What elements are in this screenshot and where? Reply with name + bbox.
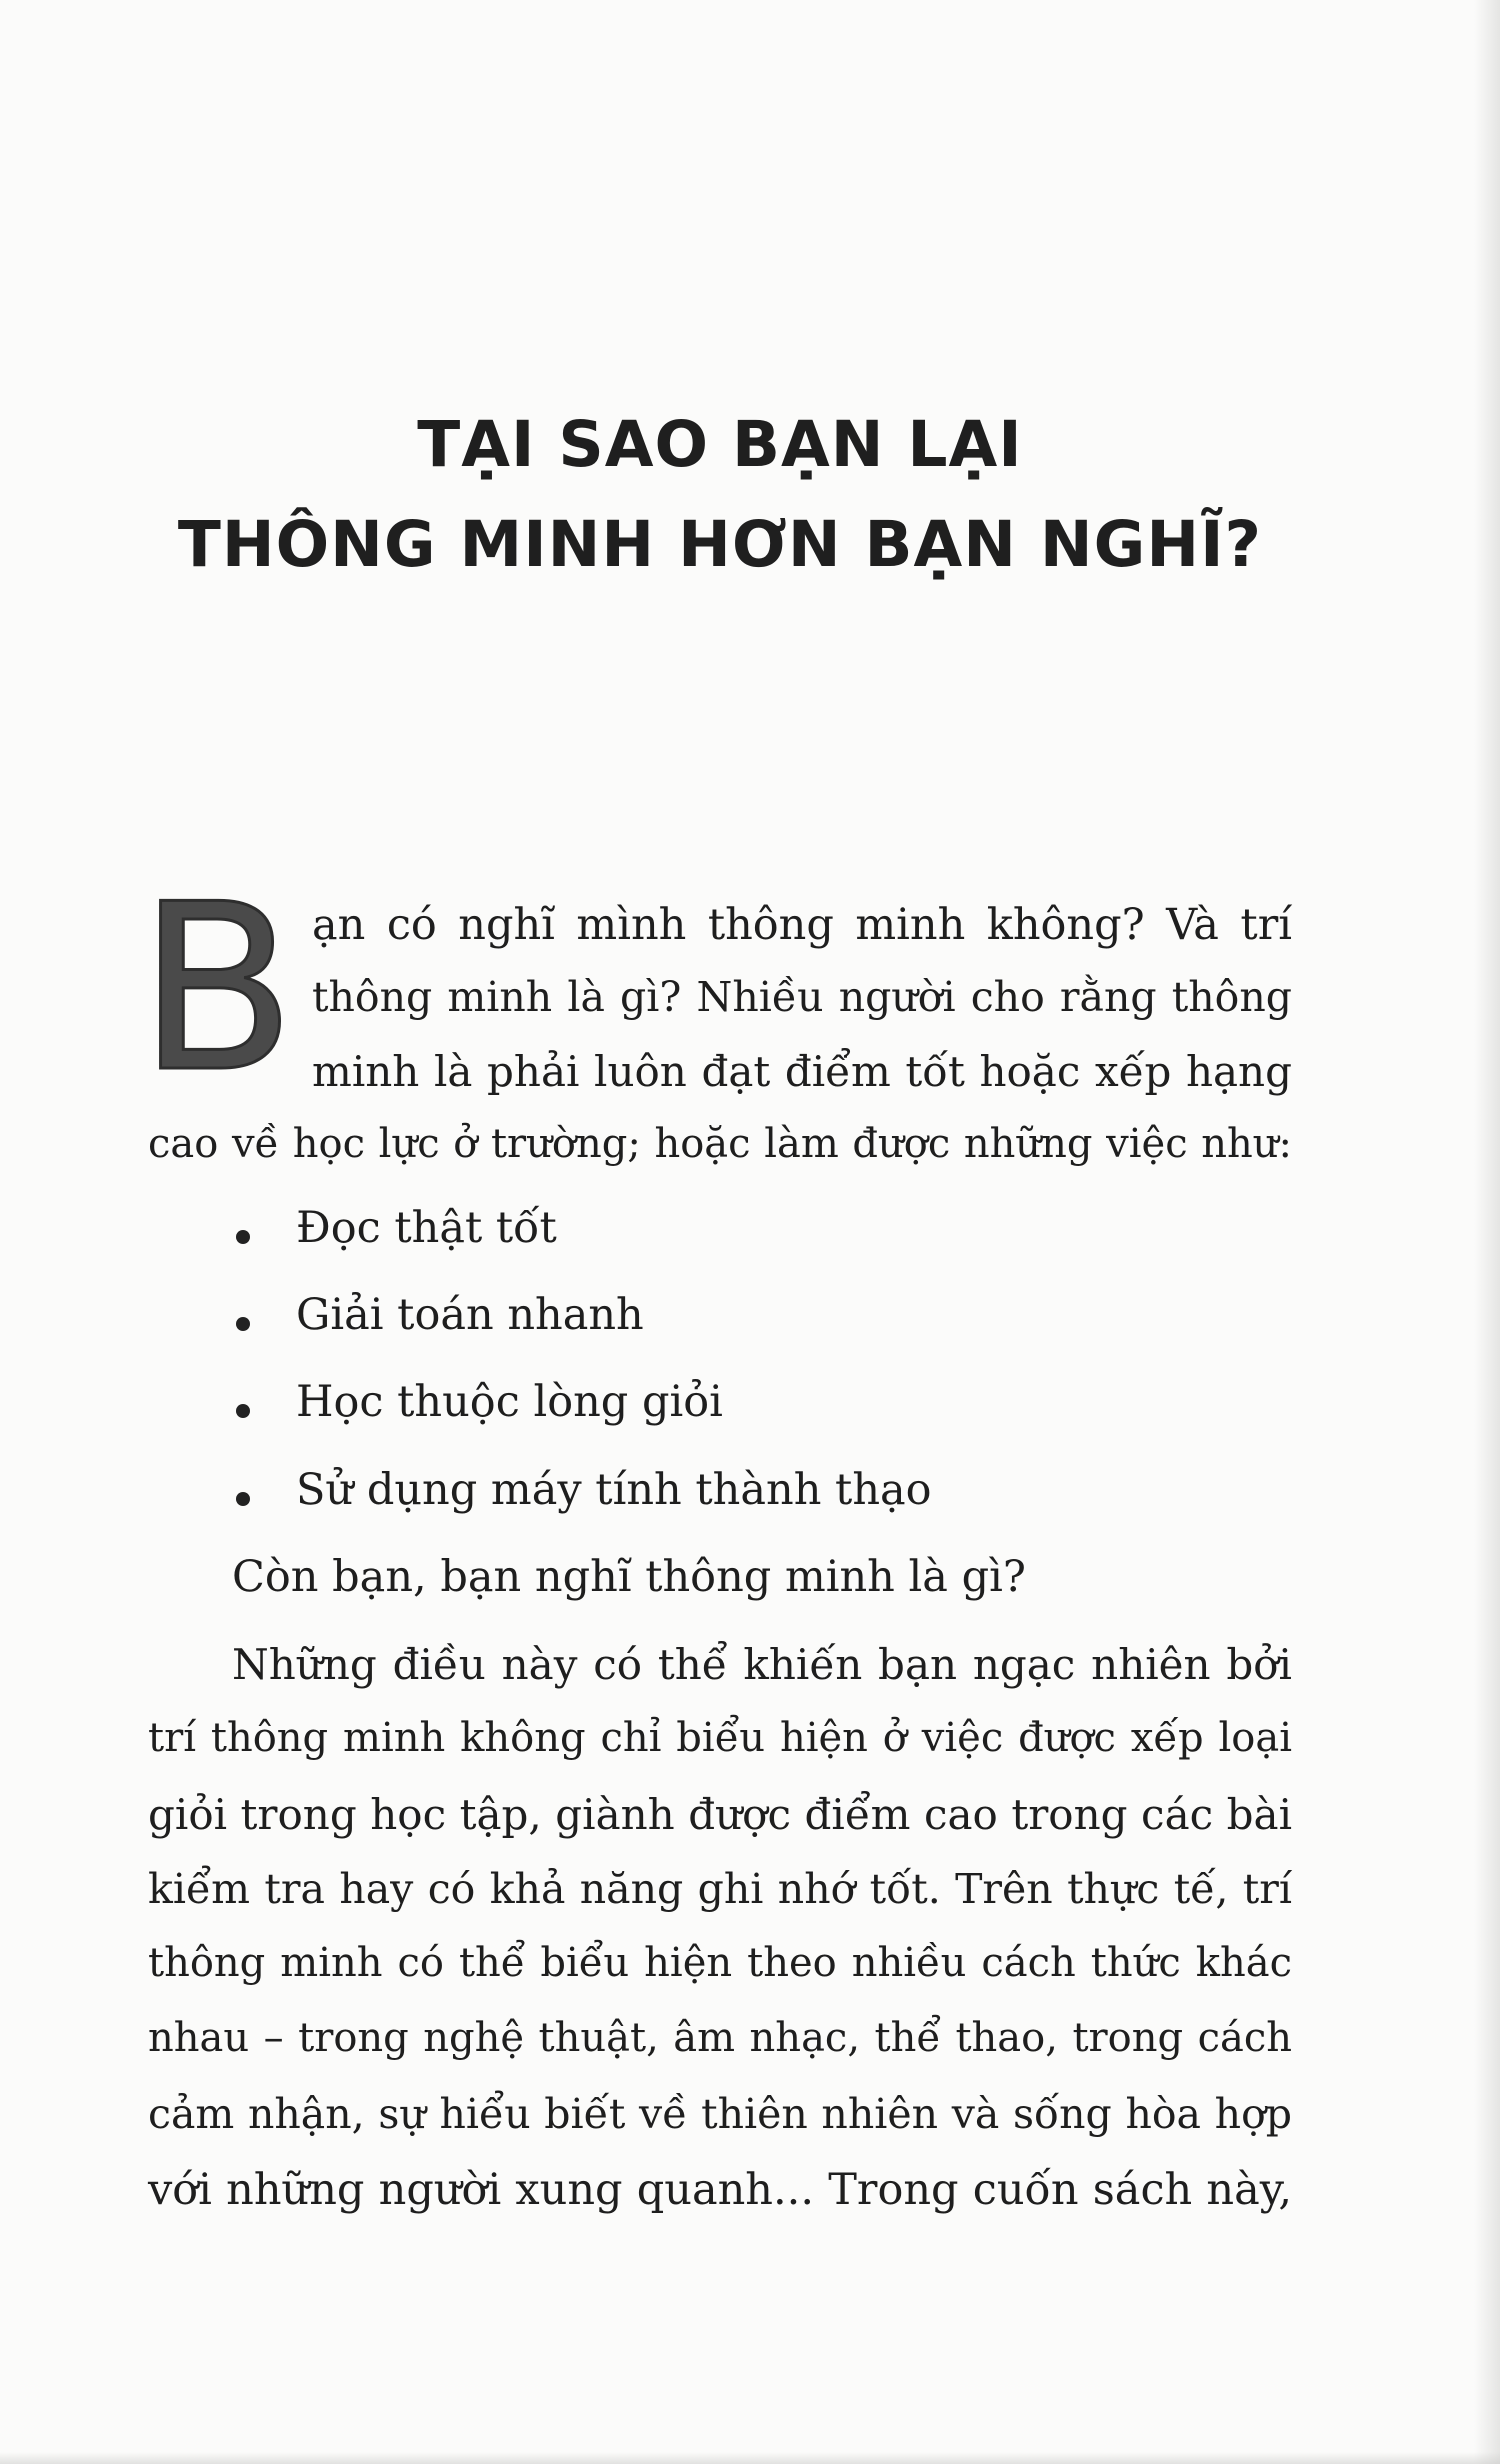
bullet-text: Học thuộc lòng giỏi [296,1377,723,1427]
chapter-title-line-2: THÔNG MINH HƠN BẠN NGHĨ? [177,508,1263,581]
paragraph-line: với những người xung quanh... Trong cuốn sách này, [148,2165,1292,2215]
paragraph-line: thông minh có thể biểu hiện theo nhiều cách thức khác [148,1940,1292,1986]
bullet-text: Giải toán nhanh [296,1290,644,1340]
page-edge-shadow [1474,0,1500,2464]
bullet-text: Sử dụng máy tính thành thạo [296,1465,932,1515]
intro-line: thông minh là gì? Nhiều người cho rằng thông [312,973,1292,1021]
paragraph-line: trí thông minh không chỉ biểu hiện ở việc được xếp loại [148,1715,1292,1761]
question-line: Còn bạn, bạn nghĩ thông minh là gì? [232,1552,1026,1602]
bullet-dot-icon [236,1317,250,1331]
bullet-dot-icon [236,1492,250,1506]
intro-line: cao về học lực ở trường; hoặc làm được những việc như: [148,1121,1292,1167]
paragraph-line: kiểm tra hay có khả năng ghi nhớ tốt. Trên thực tế, trí [148,1865,1292,1913]
chapter-title-line-1: TẠI SAO BẠN LẠI [417,408,1023,481]
intro-line: ạn có nghĩ mình thông minh không? Và trí [312,900,1292,950]
bullet-dot-icon [236,1404,250,1418]
paragraph-line: Những điều này có thể khiến bạn ngạc nhiên bởi [232,1640,1292,1689]
bullet-dot-icon [236,1230,250,1244]
page-bottom-shade [0,2452,1500,2464]
paragraph-line: giỏi trong học tập, giành được điểm cao trong các bài [148,1790,1292,1839]
bullet-text: Đọc thật tốt [296,1203,557,1253]
paragraph-line: nhau – trong nghệ thuật, âm nhạc, thể thao, trong cách [148,2015,1292,2061]
paragraph-line: cảm nhận, sự hiểu biết về thiên nhiên và sống hòa hợp [148,2090,1292,2138]
drop-cap: B [138,856,296,1123]
intro-line: minh là phải luôn đạt điểm tốt hoặc xếp hạng [312,1047,1292,1096]
chapter-title [120,395,1320,595]
